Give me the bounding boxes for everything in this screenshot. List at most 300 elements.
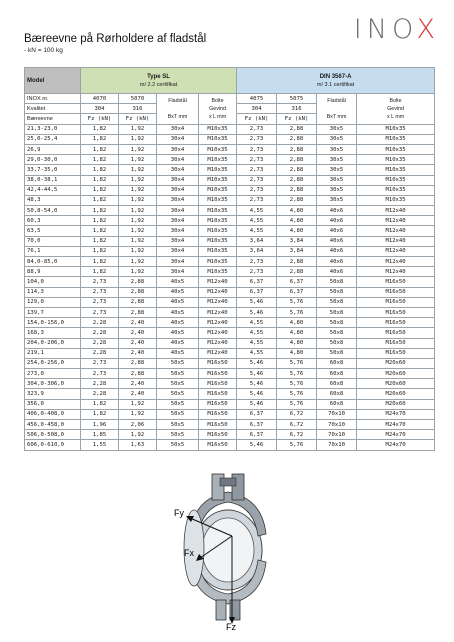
- pipe-size-cell: 154,0-156,0: [25, 318, 81, 328]
- table-cell: 4,80: [277, 338, 317, 348]
- table-cell: 60x8: [317, 379, 357, 389]
- table-cell: 2,73: [237, 144, 277, 154]
- g2-nr-4075: 4075: [237, 94, 277, 104]
- table-cell: M10x35: [199, 165, 237, 175]
- table-cell: 2,73: [81, 369, 119, 379]
- table-cell: 1,92: [119, 226, 157, 236]
- table-cell: 1,82: [81, 257, 119, 267]
- table-cell: 2,73: [237, 195, 277, 205]
- table-cell: 1,82: [81, 226, 119, 236]
- table-cell: 60x8: [317, 399, 357, 409]
- table-cell: 6,37: [277, 277, 317, 287]
- table-cell: 50x5: [157, 420, 199, 430]
- row-label-baereevne: Bæreevne: [25, 114, 81, 124]
- table-cell: 60x8: [317, 358, 357, 368]
- table-row: [25, 226, 435, 236]
- row-label-inox-nr: INOX nr.: [25, 94, 81, 104]
- pipe-size-cell: 50,8-54,0: [25, 206, 81, 216]
- g2-kval-316: 316: [277, 104, 317, 114]
- table-cell: 30x5: [317, 165, 357, 175]
- table-row: [25, 185, 435, 195]
- table-cell: 1,55: [81, 440, 119, 450]
- pipe-size-cell: 168,3: [25, 328, 81, 338]
- table-row: [25, 165, 435, 175]
- table-cell: 50x5: [157, 369, 199, 379]
- table-row: [25, 144, 435, 154]
- table-cell: 5,46: [237, 307, 277, 317]
- table-row: [25, 318, 435, 328]
- table-cell: 1,92: [119, 267, 157, 277]
- table-cell: 2,88: [277, 134, 317, 144]
- table-cell: 1,92: [119, 155, 157, 165]
- table-cell: 1,92: [119, 165, 157, 175]
- table-row: [25, 267, 435, 277]
- table-cell: 30x4: [157, 226, 199, 236]
- table-cell: M10x35: [199, 257, 237, 267]
- table-cell: 40x6: [317, 226, 357, 236]
- table-cell: 40x6: [317, 246, 357, 256]
- table-cell: 2,88: [277, 155, 317, 165]
- table-cell: 1,82: [81, 195, 119, 205]
- table-cell: 2,88: [277, 195, 317, 205]
- pipe-size-cell: 254,0-256,0: [25, 358, 81, 368]
- table-cell: 1,92: [119, 216, 157, 226]
- table-cell: M10x35: [199, 226, 237, 236]
- table-cell: 40x6: [317, 257, 357, 267]
- table-cell: 30x4: [157, 206, 199, 216]
- table-cell: 1,85: [81, 430, 119, 440]
- pipe-size-cell: 114,3: [25, 287, 81, 297]
- table-cell: 2,88: [277, 124, 317, 134]
- table-cell: 5,46: [237, 297, 277, 307]
- table-cell: M10x35: [199, 195, 237, 205]
- table-cell: 30x4: [157, 134, 199, 144]
- table-cell: 30x5: [317, 124, 357, 134]
- table-cell: 2,40: [119, 318, 157, 328]
- table-cell: 40x6: [317, 216, 357, 226]
- table-cell: 2,88: [119, 369, 157, 379]
- table-row: [25, 287, 435, 297]
- pipe-size-cell: 356,0: [25, 399, 81, 409]
- table-row: [25, 409, 435, 419]
- table-row: [25, 246, 435, 256]
- table-cell: 1,92: [119, 409, 157, 419]
- table-cell: 2,73: [81, 277, 119, 287]
- pipe-size-cell: 304,0-306,0: [25, 379, 81, 389]
- table-row: [25, 277, 435, 287]
- fy-label: Fy: [174, 508, 184, 518]
- table-cell: 6,37: [237, 420, 277, 430]
- g2-unit-fz: Fz (kN): [277, 114, 317, 124]
- pipe-size-cell: 42,4-44,5: [25, 185, 81, 195]
- table-cell: 2,88: [277, 185, 317, 195]
- g2-kval-304: 304: [237, 104, 277, 114]
- table-cell: M10x35: [199, 144, 237, 154]
- table-cell: M10x35: [357, 144, 435, 154]
- pipe-size-cell: 204,0-206,0: [25, 338, 81, 348]
- table-cell: 2,40: [119, 338, 157, 348]
- table-cell: 5,76: [277, 297, 317, 307]
- table-row: [25, 399, 435, 409]
- table-cell: 50x5: [157, 379, 199, 389]
- table-cell: 5,46: [237, 440, 277, 450]
- table-cell: 50x5: [157, 358, 199, 368]
- table-cell: 40x5: [157, 287, 199, 297]
- g2-nr-5075: 5075: [277, 94, 317, 104]
- table-cell: 2,73: [237, 175, 277, 185]
- table-row: [25, 379, 435, 389]
- g1-kval-304: 304: [81, 104, 119, 114]
- pipe-size-cell: 139,7: [25, 307, 81, 317]
- table-cell: 50x8: [317, 287, 357, 297]
- table-cell: 5,46: [237, 358, 277, 368]
- table-cell: 5,46: [237, 389, 277, 399]
- table-cell: 1,82: [81, 155, 119, 165]
- table-cell: 4,80: [277, 318, 317, 328]
- table-cell: M16x50: [357, 277, 435, 287]
- load-capacity-table: [24, 67, 435, 451]
- table-cell: 1,92: [119, 236, 157, 246]
- table-cell: M16x50: [357, 348, 435, 358]
- pipe-size-cell: 29,0-30,0: [25, 155, 81, 165]
- g1-nr-5070: 5070: [119, 94, 157, 104]
- unit-note: - kN = 100 kg: [24, 47, 63, 54]
- table-cell: 4,80: [277, 328, 317, 338]
- table-cell: 5,76: [277, 358, 317, 368]
- fz-label: Fz: [226, 622, 236, 632]
- table-cell: 2,40: [119, 389, 157, 399]
- table-cell: 1,82: [81, 144, 119, 154]
- g1-unit-fz: Fz (kN): [81, 114, 119, 124]
- table-cell: M12x40: [199, 328, 237, 338]
- table-cell: 1,92: [119, 124, 157, 134]
- table-row: [25, 338, 435, 348]
- table-cell: 50x8: [317, 318, 357, 328]
- table-cell: 5,76: [277, 399, 317, 409]
- table-cell: M16x50: [199, 420, 237, 430]
- table-cell: 5,76: [277, 369, 317, 379]
- table-cell: M12x40: [199, 307, 237, 317]
- table-cell: 2,73: [81, 287, 119, 297]
- table-cell: 1,82: [81, 246, 119, 256]
- table-cell: 5,76: [277, 379, 317, 389]
- table-cell: M10x35: [199, 216, 237, 226]
- table-cell: M16x50: [199, 379, 237, 389]
- table-cell: 2,73: [237, 185, 277, 195]
- table-cell: 40x5: [157, 348, 199, 358]
- pipe-size-cell: 70,0: [25, 236, 81, 246]
- table-cell: 2,88: [119, 297, 157, 307]
- table-cell: 6,37: [237, 287, 277, 297]
- table-cell: 30x4: [157, 246, 199, 256]
- table-row: [25, 369, 435, 379]
- table-cell: 2,88: [119, 358, 157, 368]
- pipe-size-cell: 104,0: [25, 277, 81, 287]
- table-row: [25, 389, 435, 399]
- table-cell: 2,88: [277, 144, 317, 154]
- table-cell: 5,46: [237, 379, 277, 389]
- table-cell: 30x5: [317, 185, 357, 195]
- table-cell: 30x5: [317, 175, 357, 185]
- table-cell: M16x50: [357, 297, 435, 307]
- pipe-size-cell: 129,0: [25, 297, 81, 307]
- table-cell: M12x40: [357, 226, 435, 236]
- table-cell: 30x4: [157, 155, 199, 165]
- table-cell: M16x50: [199, 409, 237, 419]
- table-cell: 2,73: [81, 297, 119, 307]
- table-cell: 30x5: [317, 155, 357, 165]
- table-cell: 1,82: [81, 216, 119, 226]
- table-cell: 1,82: [81, 175, 119, 185]
- table-cell: 2,40: [119, 379, 157, 389]
- table-cell: 4,55: [237, 206, 277, 216]
- table-cell: 40x5: [157, 328, 199, 338]
- table-cell: 1,92: [119, 246, 157, 256]
- table-cell: M10x35: [357, 134, 435, 144]
- table-cell: 30x5: [317, 195, 357, 205]
- pipe-clamp-diagram: [150, 462, 300, 632]
- table-cell: 5,76: [277, 307, 317, 317]
- g1-nr-4070: 4070: [81, 94, 119, 104]
- table-row: [25, 358, 435, 368]
- table-cell: 6,37: [237, 409, 277, 419]
- table-cell: 30x5: [317, 134, 357, 144]
- pipe-size-cell: 456,0-458,0: [25, 420, 81, 430]
- table-cell: M10x35: [199, 155, 237, 165]
- table-cell: 1,92: [119, 430, 157, 440]
- table-cell: M10x35: [357, 124, 435, 134]
- pipe-size-cell: 25,0-25,4: [25, 134, 81, 144]
- pipe-size-cell: 273,0: [25, 369, 81, 379]
- table-row: [25, 307, 435, 317]
- table-cell: 70x10: [317, 409, 357, 419]
- table-cell: 5,76: [277, 440, 317, 450]
- table-cell: 30x4: [157, 144, 199, 154]
- table-cell: M10x35: [199, 185, 237, 195]
- table-row: [25, 175, 435, 185]
- row-label-kvalitet: Kvalitet: [25, 104, 81, 114]
- table-cell: M12x40: [357, 257, 435, 267]
- table-cell: 4,80: [277, 226, 317, 236]
- table-cell: 2,40: [119, 348, 157, 358]
- table-cell: 50x8: [317, 307, 357, 317]
- table-row: [25, 124, 435, 134]
- table-cell: 30x5: [317, 144, 357, 154]
- table-cell: 2,73: [237, 165, 277, 175]
- pipe-size-cell: 26,9: [25, 144, 81, 154]
- table-cell: 2,88: [277, 165, 317, 175]
- table-cell: M10x35: [199, 206, 237, 216]
- inox-logo: INOX: [353, 14, 440, 45]
- table-cell: M20x60: [357, 399, 435, 409]
- table-cell: 2,73: [81, 307, 119, 317]
- table-cell: 40x5: [157, 297, 199, 307]
- table-cell: M12x40: [357, 246, 435, 256]
- table-cell: 2,06: [119, 420, 157, 430]
- table-cell: 50x5: [157, 440, 199, 450]
- table-cell: 1,92: [119, 195, 157, 205]
- table-cell: M12x40: [199, 287, 237, 297]
- g2-bolte-header: Bolte Gevind x L mm: [357, 94, 435, 125]
- table-cell: 50x5: [157, 389, 199, 399]
- table-cell: 50x5: [157, 409, 199, 419]
- table-row: [25, 297, 435, 307]
- table-cell: 70x10: [317, 440, 357, 450]
- table-row: [25, 430, 435, 440]
- table-cell: 5,46: [237, 369, 277, 379]
- table-cell: M16x50: [357, 338, 435, 348]
- table-cell: 30x4: [157, 257, 199, 267]
- table-cell: 2,28: [81, 379, 119, 389]
- table-cell: M24x70: [357, 420, 435, 430]
- pipe-size-cell: 323,9: [25, 389, 81, 399]
- table-cell: 4,80: [277, 216, 317, 226]
- g1-kval-316: 316: [119, 104, 157, 114]
- table-cell: 2,88: [277, 267, 317, 277]
- table-cell: 6,37: [237, 277, 277, 287]
- table-cell: 70x10: [317, 420, 357, 430]
- g2-fladstal-header: Fladstål BxT mm: [317, 94, 357, 125]
- table-cell: 50x8: [317, 297, 357, 307]
- table-row: [25, 348, 435, 358]
- table-cell: 30x4: [157, 195, 199, 205]
- table-row: [25, 236, 435, 246]
- table-cell: 6,72: [277, 430, 317, 440]
- table-cell: 1,82: [81, 124, 119, 134]
- table-cell: M10x35: [199, 175, 237, 185]
- table-cell: 2,28: [81, 338, 119, 348]
- table-cell: 60x8: [317, 389, 357, 399]
- table-cell: M20x60: [357, 389, 435, 399]
- table-cell: 1,63: [119, 440, 157, 450]
- table-cell: 3,84: [277, 236, 317, 246]
- table-cell: 40x5: [157, 318, 199, 328]
- table-row: [25, 195, 435, 205]
- pipe-size-cell: 84,0-85,0: [25, 257, 81, 267]
- table-cell: 4,55: [237, 216, 277, 226]
- table-cell: M12x40: [199, 277, 237, 287]
- table-cell: 2,73: [237, 267, 277, 277]
- table-cell: M16x50: [199, 389, 237, 399]
- table-cell: M24x70: [357, 430, 435, 440]
- table-row: [25, 206, 435, 216]
- table-cell: M24x70: [357, 409, 435, 419]
- table-cell: 1,92: [119, 144, 157, 154]
- table-cell: 2,88: [119, 287, 157, 297]
- table-cell: 4,80: [277, 348, 317, 358]
- table-cell: 4,55: [237, 338, 277, 348]
- table-cell: M10x35: [199, 246, 237, 256]
- table-cell: 70x10: [317, 430, 357, 440]
- table-cell: M12x40: [199, 348, 237, 358]
- table-cell: 1,82: [81, 165, 119, 175]
- table-cell: M16x50: [357, 318, 435, 328]
- table-cell: 2,73: [237, 134, 277, 144]
- table-cell: 6,37: [237, 430, 277, 440]
- pipe-size-cell: 606,0-610,0: [25, 440, 81, 450]
- table-cell: 1,82: [81, 206, 119, 216]
- table-cell: 2,73: [237, 257, 277, 267]
- g1-bolte-header: Bolte Gevind x L mm: [199, 94, 237, 125]
- g1-fladstal-header: Fladstål BxT mm: [157, 94, 199, 125]
- table-cell: 50x5: [157, 399, 199, 409]
- table-row: [25, 216, 435, 226]
- table-row: [25, 134, 435, 144]
- table-cell: 3,84: [277, 246, 317, 256]
- table-cell: 1,82: [81, 134, 119, 144]
- table-cell: M12x40: [357, 236, 435, 246]
- table-cell: 6,72: [277, 420, 317, 430]
- pipe-size-cell: 60,3: [25, 216, 81, 226]
- pipe-size-cell: 88,9: [25, 267, 81, 277]
- table-cell: 30x4: [157, 236, 199, 246]
- table-cell: M10x35: [199, 134, 237, 144]
- table-cell: 40x6: [317, 236, 357, 246]
- table-cell: 2,28: [81, 318, 119, 328]
- table-cell: 1,82: [81, 267, 119, 277]
- table-cell: 1,82: [81, 236, 119, 246]
- table-cell: M16x50: [199, 440, 237, 450]
- table-cell: 30x4: [157, 216, 199, 226]
- table-cell: M12x40: [199, 338, 237, 348]
- table-cell: 6,37: [277, 287, 317, 297]
- table-cell: 50x8: [317, 328, 357, 338]
- table-cell: 50x8: [317, 277, 357, 287]
- table-cell: M16x50: [357, 307, 435, 317]
- table-row: [25, 257, 435, 267]
- table-cell: 50x5: [157, 430, 199, 440]
- table-cell: 30x4: [157, 185, 199, 195]
- pipe-size-cell: 21,3-23,0: [25, 124, 81, 134]
- table-cell: 2,88: [119, 307, 157, 317]
- table-cell: 2,73: [237, 124, 277, 134]
- table-cell: 3,64: [237, 246, 277, 256]
- table-cell: 1,92: [119, 185, 157, 195]
- fx-label: Fx: [184, 548, 194, 558]
- table-cell: 1,92: [119, 134, 157, 144]
- pipe-size-cell: 406,0-408,0: [25, 409, 81, 419]
- table-cell: 2,28: [81, 389, 119, 399]
- table-cell: 2,88: [277, 257, 317, 267]
- pipe-size-cell: 506,0-508,0: [25, 430, 81, 440]
- table-row: [25, 420, 435, 430]
- g1-unit-fz: Fz (kN): [119, 114, 157, 124]
- table-cell: 1,92: [119, 399, 157, 409]
- table-cell: M10x35: [357, 175, 435, 185]
- table-cell: 5,76: [277, 389, 317, 399]
- table-body: [25, 124, 435, 450]
- pipe-size-cell: 33,7-35,0: [25, 165, 81, 175]
- table-cell: 30x4: [157, 124, 199, 134]
- table-cell: 30x4: [157, 165, 199, 175]
- table-cell: M12x40: [357, 267, 435, 277]
- table-cell: M24x70: [357, 440, 435, 450]
- table-row: [25, 155, 435, 165]
- table-cell: M16x50: [199, 399, 237, 409]
- table-cell: 2,28: [81, 328, 119, 338]
- table-cell: M10x35: [199, 267, 237, 277]
- table-cell: 40x6: [317, 267, 357, 277]
- pipe-size-cell: 76,1: [25, 246, 81, 256]
- pipe-size-cell: 38,0-38,1: [25, 175, 81, 185]
- table-cell: M16x50: [357, 287, 435, 297]
- table-cell: 1,92: [119, 206, 157, 216]
- pipe-size-cell: 63,5: [25, 226, 81, 236]
- table-cell: 2,73: [237, 155, 277, 165]
- table-cell: 30x4: [157, 267, 199, 277]
- table-cell: 2,28: [81, 348, 119, 358]
- g2-unit-fz: Fz (kN): [237, 114, 277, 124]
